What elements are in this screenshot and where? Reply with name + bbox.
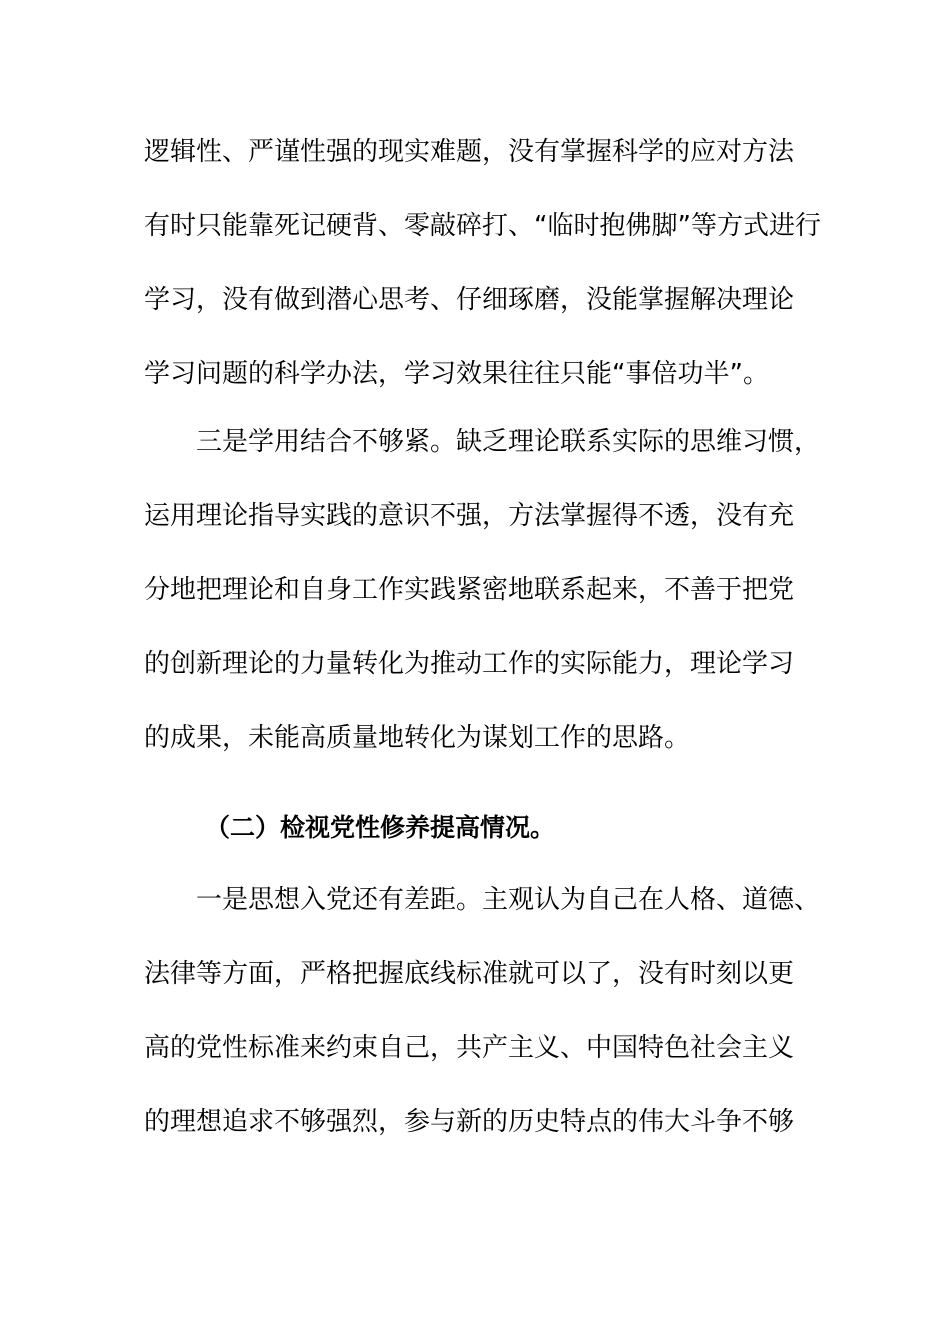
paragraph-line: 的理想追求不够强烈，参与新的历史特点的伟大斗争不够 (144, 1107, 795, 1137)
paragraph-line: 有时只能靠死记硬背、零敲碎打、“临时抱佛脚”等方式进行 (144, 211, 821, 241)
paragraph-line: 法律等方面，严格把握底线标准就可以了，没有时刻以更 (144, 959, 795, 989)
paragraph-line: 逻辑性、严谨性强的现实难题，没有掌握科学的应对方法 (144, 137, 795, 167)
paragraph-line: 运用理论指导实践的意识不强，方法掌握得不透，没有充 (144, 501, 795, 531)
section-heading: （二）检视党性修养提高情况。 (205, 813, 556, 842)
paragraph-line: 分地把理论和自身工作实践紧密地联系起来，不善于把党 (144, 575, 795, 605)
paragraph-line: 的成果，未能高质量地转化为谋划工作的思路。 (144, 723, 691, 753)
paragraph-line: 三是学用结合不够紧。缺乏理论联系实际的思维习惯， (196, 427, 821, 457)
paragraph-line: 学习问题的科学办法，学习效果往往只能“事倍功半”。 (144, 359, 769, 389)
paragraph-line: 一是思想入党还有差距。主观认为自己在人格、道德、 (196, 885, 821, 915)
paragraph-line: 学习，没有做到潜心思考、仔细琢磨，没能掌握解决理论 (144, 285, 795, 315)
paragraph-line: 的创新理论的力量转化为推动工作的实际能力，理论学习 (144, 649, 795, 679)
paragraph-line: 高的党性标准来约束自己，共产主义、中国特色社会主义 (144, 1033, 795, 1063)
